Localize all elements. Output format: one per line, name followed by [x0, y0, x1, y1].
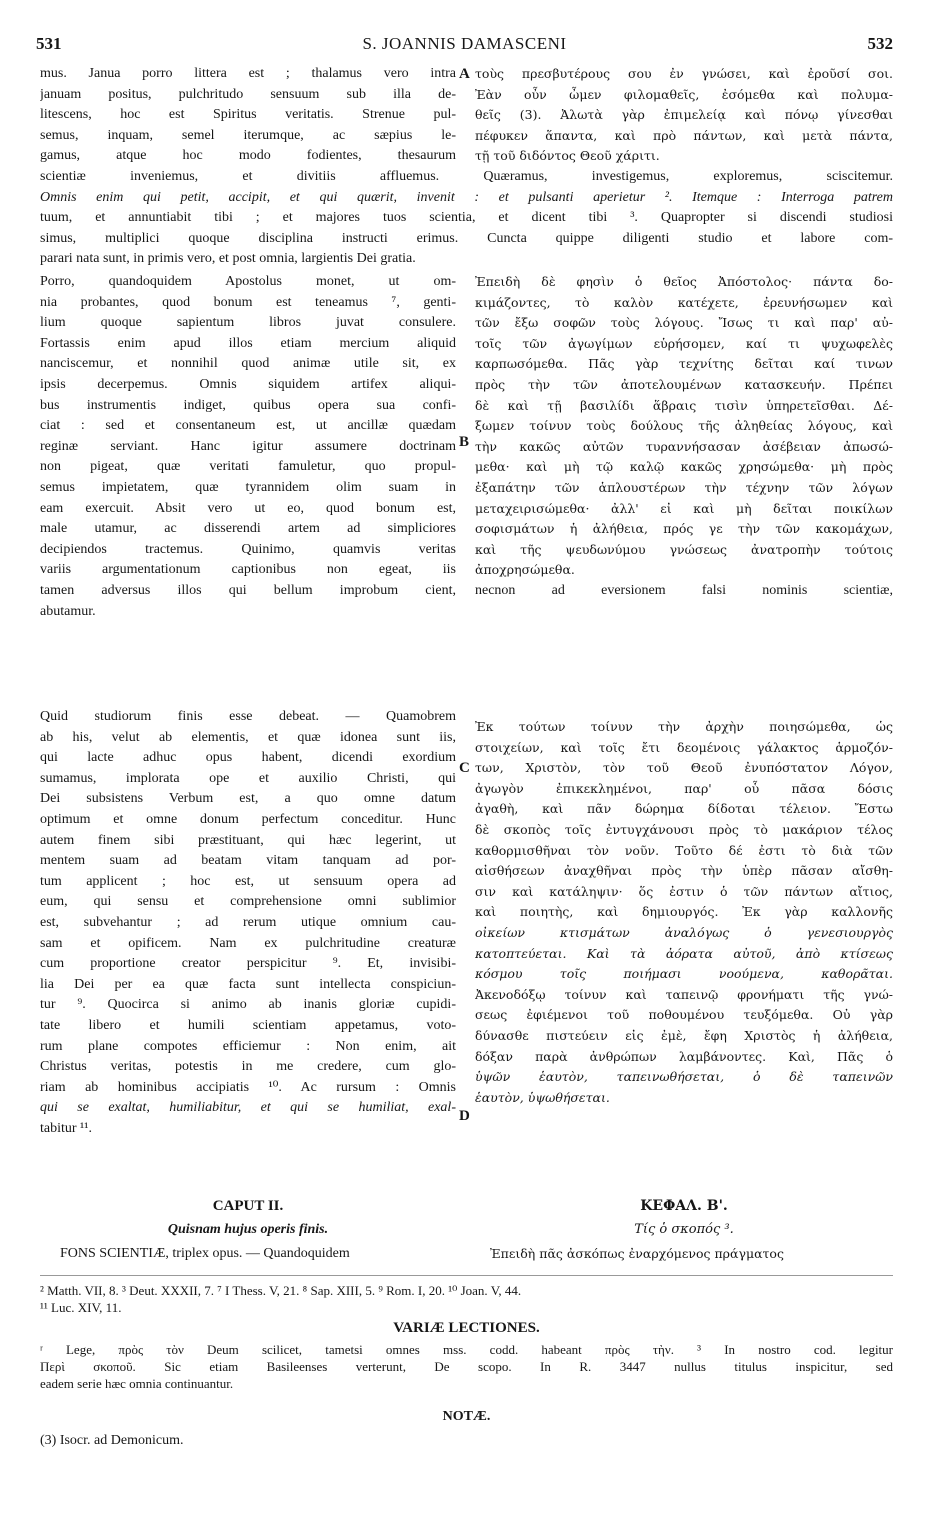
- text-line: Ἐπειδὴ δὲ φησὶν ὁ θεῖος Ἀπόστολος· πάντα δο-: [475, 274, 893, 289]
- text-line: decipiendos tractemus. Quinimo, quamvis veritas: [40, 541, 456, 557]
- text-line: tuum, et annuntiabit tibi ; et majores tuos scientia, et dicent tibi ³. Quapropter si discendi studiosi: [40, 210, 893, 226]
- text-line: ab his, velut ab elementis, et quæ idonea sunt iis,: [40, 729, 456, 745]
- chapter-subtitle-greek: Τίς ὁ σκοπός ³.: [634, 1222, 734, 1237]
- variant-line: Περὶ σκοποῦ. Sic etiam Basileenses verterunt, De scopo. In R. 3447 nullus titulus inspicitur, sed: [40, 1359, 893, 1374]
- notae-line: (3) Isocr. ad Demonicum.: [40, 1433, 184, 1448]
- chapter-heading-latin: CAPUT II.: [212, 1198, 284, 1214]
- text-line: Fortassis enim apud illos etiam mercium aliquid: [40, 335, 456, 351]
- text-line: δύνασθε πιστεύειν εἰς ἐμὲ, ἔφη Χριστὸς ἡ ἀλήθεια,: [475, 1027, 893, 1043]
- chapter-subtitle-latin: Quisnam hujus operis finis.: [167, 1222, 329, 1237]
- notae-heading: NOTÆ.: [442, 1409, 491, 1424]
- text-line: πρὸς τὴν τῶν ἀποτελουμένων κατασκευήν. Πρέπει: [475, 376, 893, 392]
- text-line: ἐξαπάτην τῶν ἁπλουστέρων τὴν τέχνην τῶν λόγων: [475, 479, 893, 495]
- text-line: καὶ τῆς ψευδωνύμου γνώσεως ἀνατροπὴν τούτοις: [475, 541, 893, 557]
- text-line: δὲ καὶ τῇ βασιλίδι ἅβραις τισὶν ὑπηρετεῖσθαι. Δέ-: [475, 397, 893, 413]
- text-line: riam ab hominibus accipiatis ¹⁰. Ac rursum : Omnis: [40, 1079, 456, 1095]
- margin-letter-d: D: [459, 1108, 470, 1124]
- running-title: S. JOANNIS DAMASCENI: [362, 34, 567, 53]
- text-line: Ἀκενοδόξῳ τοίνυν καὶ ταπεινῷ φρονήματι τῆς γνώ-: [475, 986, 893, 1002]
- text-line: tate libero et humili scientiam appetamus, voto-: [40, 1017, 456, 1033]
- text-line: καρπωσόμεθα. Πᾶς γὰρ τεχνίτης δεῖται καί τινων: [475, 356, 893, 372]
- text-line: autem finem sibi præstituant, qui hæc legerint, ut: [40, 832, 456, 848]
- text-line: abutamur.: [40, 603, 96, 619]
- text-line: semus, inquam, semel iterumque, ac sæpius le-: [40, 127, 456, 143]
- text-line: στοιχείων, καὶ τοῖς ἔτι δεομένοις γάλακτος ἁρμοζόν-: [475, 739, 893, 755]
- text-line: καὶ ποιητὴς, καὶ δημιουργός. Ἐκ γὰρ καλλονῆς: [475, 904, 893, 920]
- latin-column-middle: [40, 272, 456, 622]
- text-line: ἀγωγὸν ἐπικεκλημένοι, παρ' οὗ πᾶσα δόσις: [475, 780, 893, 796]
- text-line: est, subvehantur ; ad rerum utique omnium cau-: [40, 914, 456, 930]
- text-line: πέφυκεν ἅπαντα, καὶ πρὸ πάντων, καὶ μετὰ πάντα,: [475, 127, 893, 143]
- variae-lectiones: [40, 1341, 893, 1392]
- text-line: σιν καὶ κατάληψιν· ὅς ἐστιν ὁ τῶν πάντων αἴτιος,: [475, 883, 893, 899]
- text-line: tabitur ¹¹.: [40, 1120, 92, 1136]
- text-line: sam et opificem. Nam ex pulchritudine creaturæ: [40, 935, 456, 951]
- text-line: ipsis decerpemus. Omnis siquidem artifex aliqui-: [40, 376, 456, 392]
- footnote-divider: [40, 1275, 893, 1276]
- text-line: δὲ σκοπὸς τοῖς ἐντυγχάνουσι πρὸς τὸ μακάριον τέλος: [475, 821, 893, 837]
- text-line: male utamur, ac disserendi artem ad simpliciores: [40, 521, 456, 537]
- text-line: Ἐὰν οὖν ὦμεν φιλομαθεῖς, ἐσόμεθα καὶ πολυμα-: [475, 86, 893, 102]
- margin-letter-a: A: [459, 66, 470, 82]
- text-line: mentem suam ad beatam vitam tanquam ad por-: [40, 853, 456, 869]
- text-line: januam positus, pulchritudo sensuum sub illa de-: [40, 86, 456, 102]
- text-line: ciat : sed et consentaneum est, ut ancillæ quædam: [40, 418, 456, 434]
- text-line: Quid studiorum finis esse debeat. — Quamobrem: [40, 709, 456, 724]
- text-line: κιμάζοντες, τὸ καλὸν κατέχετε, ἐρευνήσωμεν καὶ: [475, 294, 893, 310]
- page-number-right: 532: [867, 34, 893, 53]
- reference-line: ² Matth. VII, 8. ³ Deut. XXXII, 7. ⁷ I Thess. V, 21. ⁸ Sap. XIII, 5. ⁹ Rom. I, 20. ¹⁰ Joan. V, 44.: [40, 1283, 522, 1298]
- text-line: lia Dei per ea quæ facta sunt intellecta conspiciun-: [40, 976, 456, 992]
- chapter-heading-greek: ΚΕΦΑΛ. Β'.: [640, 1198, 728, 1214]
- text-line: rum plane compotes efficiemur : Non enim, ait: [40, 1038, 456, 1054]
- text-line: θεῖς (3). Ἀλωτὰ γὰρ ἐπιμελείᾳ καὶ πόνῳ γίνεσθαι: [475, 107, 893, 123]
- text-line: optimum et omne donum perfectum conceditur. Hunc: [40, 811, 456, 827]
- text-line: tur ⁹. Quocirca si animo ab inanis gloriæ cupidi-: [40, 997, 456, 1013]
- page-header: [36, 34, 893, 58]
- latin-column-top: [40, 64, 456, 167]
- text-line: cum proportione creator perspicitur ⁹. Et, invisibi-: [40, 956, 456, 972]
- greek-column-top: [475, 64, 893, 167]
- text-line: Christus veritas, potestis in me credere, cum glo-: [40, 1059, 456, 1075]
- text-line: parari nata sunt, in primis vero, et post omnia, largientis Dei gratia.: [40, 251, 416, 267]
- text-line: αἰσθήσεων ἀναχθῆναι πρὸς τὴν ὑπὲρ πᾶσαν αἴσθη-: [475, 863, 893, 879]
- text-line: ἀγαθὴ, καὶ πᾶν δώρημα δίδοται τέλειον. Ἔστω: [475, 801, 893, 817]
- text-line: καθορμισθῆναι τὸν νοῦν. Τοῦτο δέ ἐστι τὸ διὰ τῶν: [475, 842, 893, 858]
- text-line: litescens, hoc est Spiritus veritatis. Strenue pul-: [40, 107, 456, 123]
- text-line: Ἐκ τούτων τοίνυν τὴν ἀρχὴν ποιησώμεθα, ὡς: [475, 719, 893, 734]
- latin-column-lower: [40, 707, 456, 1139]
- text-line: mus. Janua porro littera est ; thalamus vero intra: [40, 66, 456, 81]
- text-line: qui se exaltat, humiliabitur, et qui se humiliat, exal-: [40, 1100, 456, 1116]
- variae-lectiones-heading: VARIÆ LECTIONES.: [393, 1320, 540, 1336]
- text-line: ξωμεν τοίνυν τοὺς δούλους τῆς ἀληθείας λόγους, καὶ: [475, 418, 893, 434]
- text-line: ἀποχρησώμεθα.: [475, 562, 575, 578]
- variant-line: eadem serie hæc omnia continuantur.: [40, 1376, 234, 1391]
- text-line: τῶν ἔξω σοφῶν τοὺς λόγους. Ἴσως τι καὶ παρ' αὐ-: [475, 315, 893, 331]
- text-line: Porro, quandoquidem Apostolus monet, ut om-: [40, 274, 456, 289]
- chapter-first-line-latin: FONS SCIENTIÆ, triplex opus. — Quandoquidem: [60, 1246, 350, 1261]
- text-line: scientiæ inveniemus, et divitiis affluemus. Quæramus, investigemus, exploremus, sciscitemur.: [40, 169, 893, 184]
- text-line: τῇ τοῦ διδόντος Θεοῦ χάριτι.: [475, 148, 660, 164]
- text-line: κατοπτεύεται. Καὶ τὰ ἀόρατα αὐτοῦ, ἀπὸ κτίσεως: [475, 945, 893, 961]
- text-line: ὑψῶν ἑαυτὸν, ταπεινωθήσεται, ὁ δὲ ταπεινῶν: [475, 1069, 893, 1085]
- text-line: οἰκείων κτισμάτων ἀναλόγως ὁ γενεσιουργὸς: [475, 924, 893, 940]
- text-line: reginæ serviant. Hanc igitur assumere doctrinam: [40, 438, 456, 454]
- text-line: tum applicent ; hoc est, ut sensuum opera ad: [40, 873, 456, 889]
- text-line: τοὺς πρεσβυτέρους σου ἐν γνώσει, καὶ ἐροῦσί σοι.: [475, 66, 893, 81]
- full-width-paragraph: [40, 167, 893, 270]
- text-line: bus instrumentis indiget, quibus opera sua confi-: [40, 397, 456, 413]
- text-line: semus impietatem, quæ tyrannidem olim suam in: [40, 479, 456, 495]
- page-number-left: 531: [36, 34, 62, 53]
- text-line: simus, multiplici quoque disciplina instructi erimus. Cuncta quippe diligenti studio et labore com-: [40, 230, 893, 246]
- text-line: σεως ἐφιέμενοι τοῦ ποθουμένου τευξόμεθα. Οὐ γὰρ: [475, 1007, 893, 1023]
- text-line: nanciscemur, et nonnihil quod animæ utile sit, ex: [40, 356, 456, 372]
- text-line: eam exercuit. Absit vero ut eo, quod bonum est,: [40, 500, 456, 516]
- text-line: τὴν κακῶς αὐτῶν τυραννήσασαν ἀσέβειαν ἀπωσώ-: [475, 438, 893, 454]
- text-line: ἑαυτὸν, ὑψωθήσεται.: [475, 1089, 610, 1105]
- greek-column-lower: [475, 717, 893, 1108]
- text-line: variis argumentationum captionibus non egeat, iis: [40, 562, 456, 578]
- margin-letter-c: C: [459, 760, 470, 776]
- text-line: gamus, atque hoc modo fodientes, thesaurum: [40, 148, 456, 164]
- text-line: lium quoque sapientum libros juvat consulere.: [40, 315, 456, 331]
- greek-column-middle: [475, 272, 893, 602]
- text-line: δόξαν παρὰ ἀνθρώπων λαμβάνοντες. Καὶ, Πᾶς ὁ: [475, 1048, 893, 1064]
- text-line: μεθα· καὶ μὴ τῷ καλῷ κακῶς χρησώμεθα· μὴ πρὸς: [475, 459, 893, 475]
- margin-letter-b: B: [459, 434, 470, 450]
- text-line: των, Χριστὸν, τὸν τοῦ Θεοῦ ἐνυπόστατον Λόγον,: [475, 760, 893, 776]
- text-line: eum, qui sensu et comprehensione omni sublimior: [40, 894, 456, 910]
- text-line: nia probantes, quod bonum est teneamus ⁷, genti-: [40, 294, 456, 310]
- text-line: τοῖς τῶν ἀγωγίμων εὑρήσομεν, καί τι ψυχωφελὲς: [475, 335, 893, 351]
- text-line: sumamus, implorata ope et auxilio Christi, qui: [40, 770, 456, 786]
- scripture-references: [40, 1282, 893, 1316]
- text-line: Omnis enim qui petit, accipit, et qui quærit, invenit : et pulsanti aperietur ². Itemque : Interroga patrem: [40, 189, 893, 205]
- text-line: qui lacte adhuc opus habent, dicendi exordium: [40, 750, 456, 766]
- text-line: σοφισμάτων ἡ ἀλήθεια, πρός γε τὴν τῶν κακομάχων,: [475, 521, 893, 537]
- text-line: necnon ad eversionem falsi nominis scientiæ,: [475, 582, 893, 598]
- text-line: Dei subsistens Verbum est, a quo omne datum: [40, 791, 456, 807]
- chapter-first-line-greek: Ἐπειδὴ πᾶς ἀσκόπως ἐναρχόμενος πράγματος: [490, 1246, 784, 1261]
- reference-line: ¹¹ Luc. XIV, 11.: [40, 1300, 122, 1315]
- text-line: μεταχειρισώμεθα· ἀλλ' εἰ καὶ μὴ δεῖται ποικίλων: [475, 500, 893, 516]
- text-line: tamen adversus illos qui bellum improbum cient,: [40, 582, 456, 598]
- text-line: κόσμου τοῖς ποιήμασι νοούμενα, καθορᾶται.: [475, 966, 893, 982]
- text-line: non pigeat, quæ veritati famuletur, quo propul-: [40, 459, 456, 475]
- variant-line: ʳ Lege, πρὸς τὸν Deum scilicet, tametsi omnes mss. codd. habeant πρὸς τὴν. ³ In nostro cod. legitur: [40, 1342, 893, 1357]
